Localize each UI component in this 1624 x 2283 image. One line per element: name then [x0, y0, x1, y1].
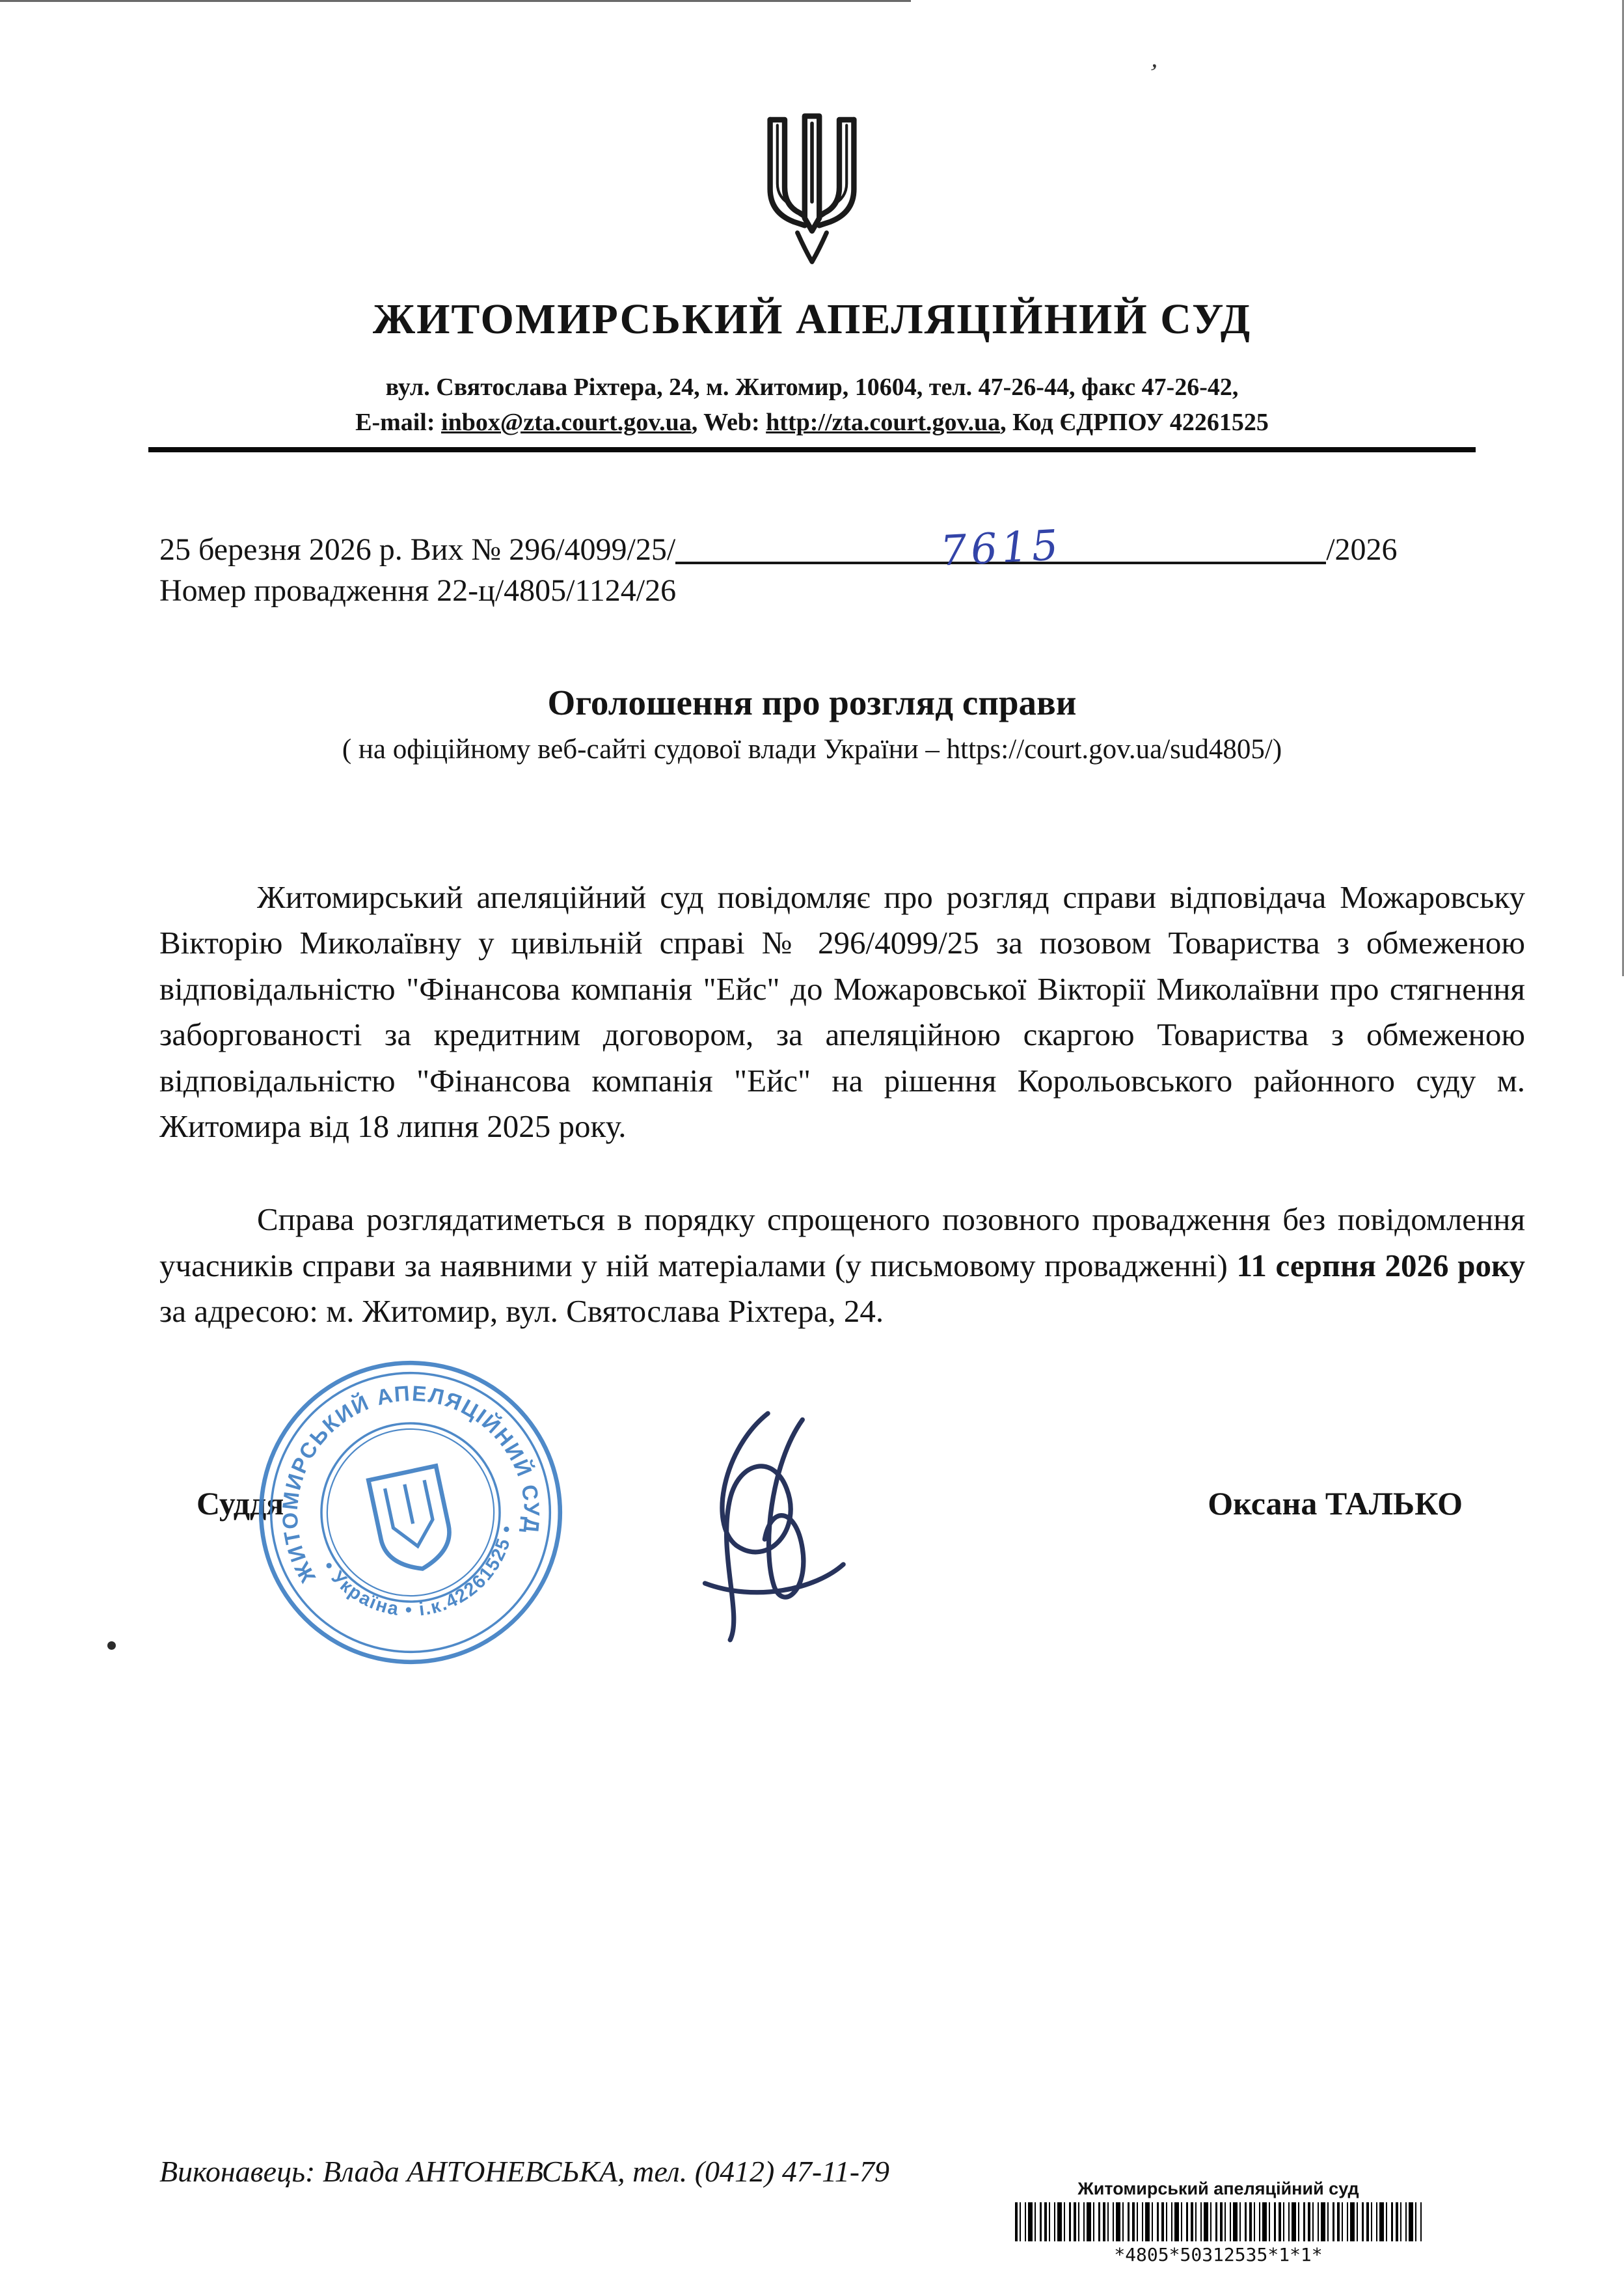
barcode-number: *4805*50312535*1*1* [1114, 2244, 1323, 2265]
handwritten-number-field [675, 521, 1326, 577]
judge-label: Суддя [196, 1484, 284, 1522]
outgoing-number-suffix: /2026 [1326, 532, 1398, 567]
ukraine-trident-icon [0, 111, 1624, 278]
court-round-stamp [223, 1324, 598, 1699]
paragraph-case-description: Житомирський апеляційний суд повідомляє про розгляд справи відповідача Можаровську Вікторію Миколаївну у цивільній справі № 296/4099/25 за позовом Товариства з обмеженою відповідальністю "Фінансова компанія "Ейс" до Можаровської Вікторії Миколаївни про стягнення заборгованості за кредитним договором, за апеляційною скаргою Товариства з обмеженою відповідальністю "Фінансова компанія "Ейс" на рішення Корольовського районного суду м. Житомира від 18 липня 2025 року. [159, 879, 1525, 1145]
outgoing-number-line [159, 521, 1526, 577]
hearing-date: 11 серпня 2026 року [1236, 1247, 1525, 1283]
hearing-info-text: Справа розглядатиметься в порядку спрощеного позовного провадження без повідомлення учасників справи за наявними у ній матеріалами (у письмовому провадженні) [159, 1201, 1525, 1283]
stamp-trident-icon [368, 1466, 456, 1576]
hearing-address: за адресою: м. Житомир, вул. Святослава Ріхтера, 24. [159, 1293, 884, 1330]
web-link: http://zta.court.gov.ua [766, 409, 1001, 436]
letterhead [0, 0, 1624, 452]
judge-name: Оксана ТАЛЬКО [1208, 1484, 1463, 1522]
stamp-ring-text-bottom: • Україна • і.к.42261525 • [318, 1522, 518, 1620]
signature-block [0, 1354, 1624, 1823]
paragraph-hearing-info [159, 1197, 1525, 1335]
letterhead-divider [148, 447, 1476, 452]
web-label: , Web: [691, 409, 766, 436]
announcement-title: Оголошення про розгляд справи [547, 682, 1077, 722]
barcode-icon [1015, 2202, 1422, 2241]
scan-edge-artifact [0, 0, 911, 2]
court-name: ЖИТОМИРСЬКИЙ АПЕЛЯЦІЙНИЙ СУД [372, 295, 1252, 343]
handwritten-number: 7615 [937, 521, 1065, 577]
address-line: вул. Святослава Ріхтера, 24, м. Житомир, 10604, тел. 47-26-44, факс 47-26-42, [385, 374, 1239, 401]
barcode-block [1015, 2179, 1422, 2265]
judge-signature-ink [677, 1393, 865, 1654]
pen-mark-artifact: ʼ [1144, 57, 1161, 88]
proceeding-number-line: Номер провадження 22-ц/4805/1124/26 [159, 573, 677, 608]
document-body [159, 875, 1525, 1335]
email-label: E-mail: [355, 409, 442, 436]
email-link: inbox@zta.court.gov.ua [441, 409, 692, 436]
edrpou-code: , Код ЄДРПОУ 42261525 [1000, 409, 1269, 436]
announcement-subtitle: ( на офіційному веб-сайті судової влади України – https://court.gov.ua/sud4805/) [342, 733, 1282, 765]
contact-line [0, 408, 1624, 437]
outgoing-number-prefix: 25 березня 2026 р. Вих № 296/4099/25/ [159, 532, 676, 567]
stamp-ring-text-top: ЖИТОМИРСЬКИЙ АПЕЛЯЦІЙНИЙ СУД [278, 1381, 544, 1587]
reference-block [159, 521, 1526, 612]
executor-line: Виконавець: Влада АНТОНЕВСЬКА, тел. (0412) 47-11-79 [159, 2155, 890, 2188]
barcode-label: Житомирський апеляційний суд [1077, 2179, 1359, 2198]
